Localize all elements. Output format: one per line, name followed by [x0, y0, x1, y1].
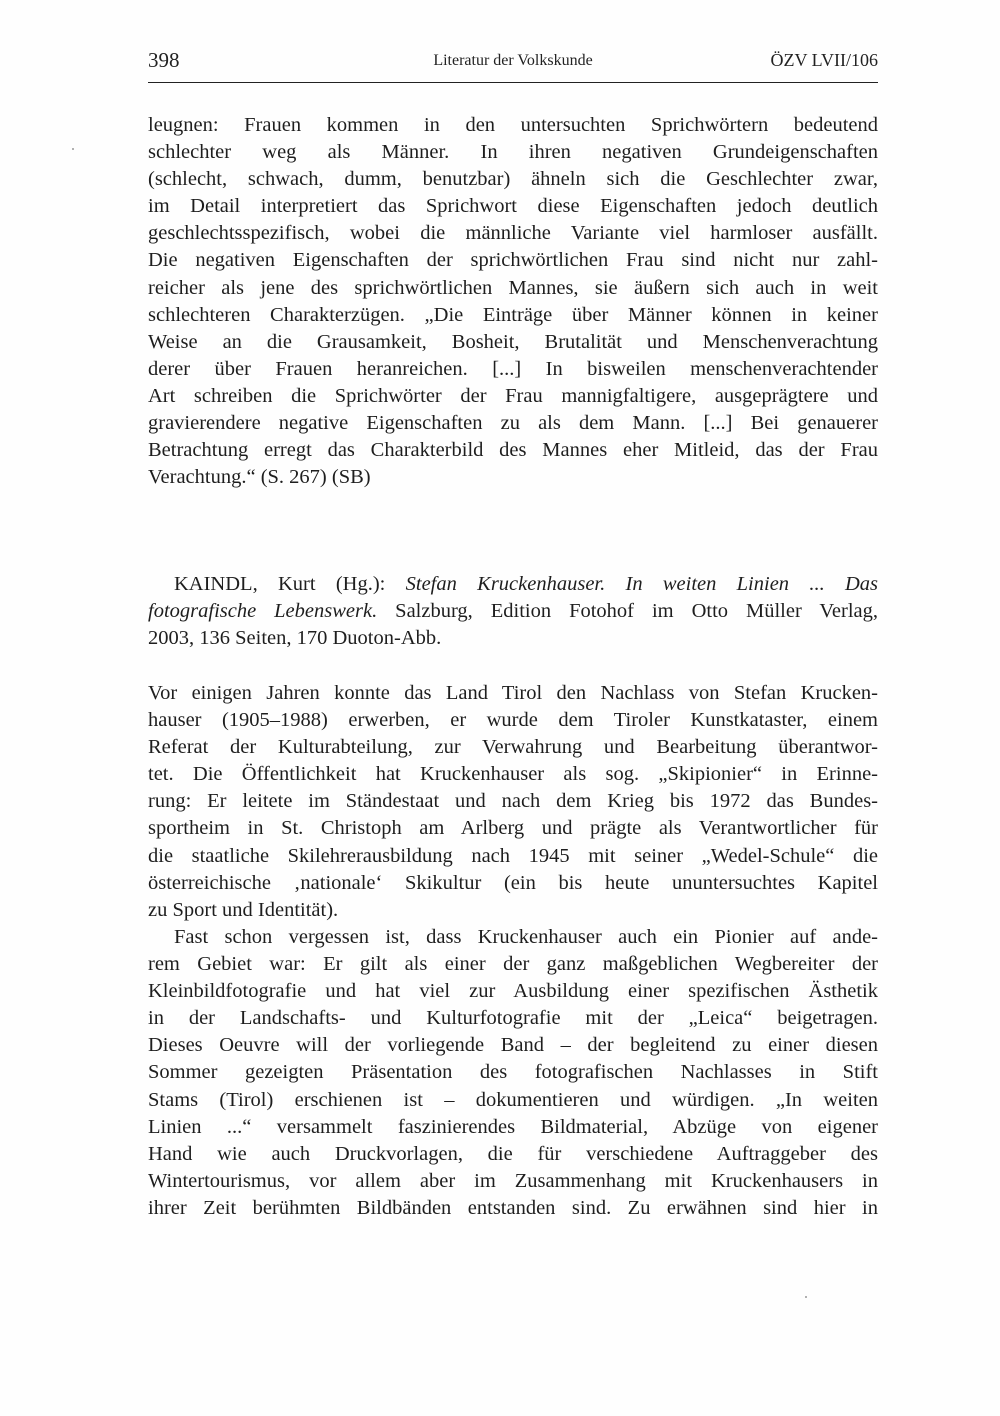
text-line: in der Landschafts- und Kulturfotografie mit der „Leica“ beigetragen. — [148, 1007, 878, 1030]
text-line: reicher als jene des sprichwörtlichen Mannes, sie äußern sich auch in weit — [148, 276, 878, 299]
text-line: im Detail interpretiert das Sprichwort diese Eigenschaften jedoch deutlich — [148, 195, 878, 218]
citation-author: KAINDL, Kurt (Hg.): — [174, 573, 406, 595]
text-line: Dieses Oeuvre will der vorliegende Band – der begleitend zu einer diesen — [148, 1034, 878, 1057]
review-paragraph-1 — [148, 680, 878, 924]
text-line: Stams (Tirol) erschienen ist – dokumentieren und würdigen. „In weiten — [148, 1088, 878, 1111]
review-citation — [148, 571, 878, 652]
text-line: Hand wie auch Druckvorlagen, die für verschiedene Auftraggeber des — [148, 1142, 878, 1165]
text-line: (schlecht, schwach, dumm, benutzbar) ähneln sich die Geschlechter zwar, — [148, 168, 878, 191]
text-line: geschlechtsspezifisch, wobei die männliche Variante viel harmloser ausfällt. — [148, 222, 878, 245]
text-line: Fast schon vergessen ist, dass Kruckenhauser auch ein Pionier auf ande- — [174, 926, 878, 948]
text-line: Wintertourismus, vor allem aber im Zusammenhang mit Kruckenhausers in — [148, 1169, 878, 1192]
text-line: Betrachtung erregt das Charakterbild des Mannes eher Mitleid, das der Frau — [148, 439, 878, 462]
text-line: Linien ...“ versammelt faszinierendes Bildmaterial, Abzüge von eigener — [148, 1115, 878, 1138]
text-line: Verachtung.“ (S. 267) (SB) — [148, 466, 371, 489]
text-line: gravierendere negative Eigenschaften zu als dem Mann. [...] Bei genauerer — [148, 412, 878, 435]
running-title: Literatur der Volkskunde — [433, 52, 593, 69]
text-line: Die negativen Eigenschaften der sprichwörtlichen Frau sind nicht nur zahl- — [148, 249, 878, 272]
text-line: Art schreiben die Sprichwörter der Frau mannigfaltigere, ausgeprägtere und — [148, 384, 878, 407]
running-header — [148, 48, 878, 78]
text-line: zu Sport und Identität). — [148, 898, 339, 921]
citation-line — [148, 571, 878, 598]
text-line: ihrer Zeit berühmten Bildbänden entstanden sind. Zu erwähnen sind hier in — [148, 1196, 878, 1219]
text-line: sportheim in St. Christoph am Arlberg und prägte als Verantwortlicher für — [148, 817, 878, 840]
journal-reference: ÖZV LVII/106 — [770, 50, 878, 70]
page-number: 398 — [148, 48, 180, 72]
citation-line — [148, 598, 878, 625]
header-rule — [148, 82, 878, 83]
text-line: Weise an die Grausamkeit, Bosheit, Brutalität und Menschenverachtung — [148, 330, 878, 353]
text-line: Referat der Kulturabteilung, zur Verwahrung und Bearbeitung überantwor- — [148, 736, 878, 759]
text-line: österreichische ‚nationale‘ Skikultur (ein bis heute ununtersuchtes Kapitel — [148, 871, 878, 894]
text-line: Sommer gezeigten Präsentation des fotografischen Nachlasses in Stift — [148, 1061, 878, 1084]
text-line: Kleinbildfotografie und hat viel zur Ausbildung einer spezifischen Ästhetik — [148, 980, 878, 1003]
citation-publisher: Salzburg, Edition Fotohof im Otto Müller Verlag, — [377, 600, 878, 623]
text-line: hauser (1905–1988) erwerben, er wurde dem Tiroler Kunstkataster, einem — [148, 709, 878, 732]
review-paragraph-2 — [148, 924, 878, 1222]
text-line: derer über Frauen heranreichen. [...] In bisweilen menschenverachtender — [148, 357, 878, 380]
scan-speck — [805, 1296, 807, 1298]
citation-title-cont: fotografische Lebenswerk. — [148, 600, 378, 623]
text-line: rem Gebiet war: Er gilt als einer der ganz maßgeblichen Wegbereiter der — [148, 953, 878, 976]
text-line: die staatliche Skilehrerausbildung nach 1945 mit seiner „Wedel-Schule“ die — [148, 844, 878, 867]
scan-speck — [72, 148, 74, 150]
previous-review-text — [148, 112, 878, 491]
text-line: leugnen: Frauen kommen in den untersuchten Sprichwörtern bedeutend — [148, 114, 878, 136]
text-line: Vor einigen Jahren konnte das Land Tirol den Nachlass von Stefan Krucken- — [148, 682, 878, 704]
text-line: rung: Er leitete im Ständestaat und nach dem Krieg bis 1972 das Bundes- — [148, 790, 878, 813]
text-line: tet. Die Öffentlichkeit hat Kruckenhauser als sog. „Skipionier“ in Erinne- — [148, 763, 878, 786]
text-line: schlechter weg als Männer. In ihren negativen Grundeigenschaften — [148, 141, 878, 164]
text-line: schlechteren Charakterzügen. „Die Einträge über Männer können in keiner — [148, 303, 878, 326]
citation-details: 2003, 136 Seiten, 170 Duoton-Abb. — [148, 627, 442, 650]
citation-title: Stefan Kruckenhauser. In weiten Linien ... Das — [405, 573, 879, 595]
